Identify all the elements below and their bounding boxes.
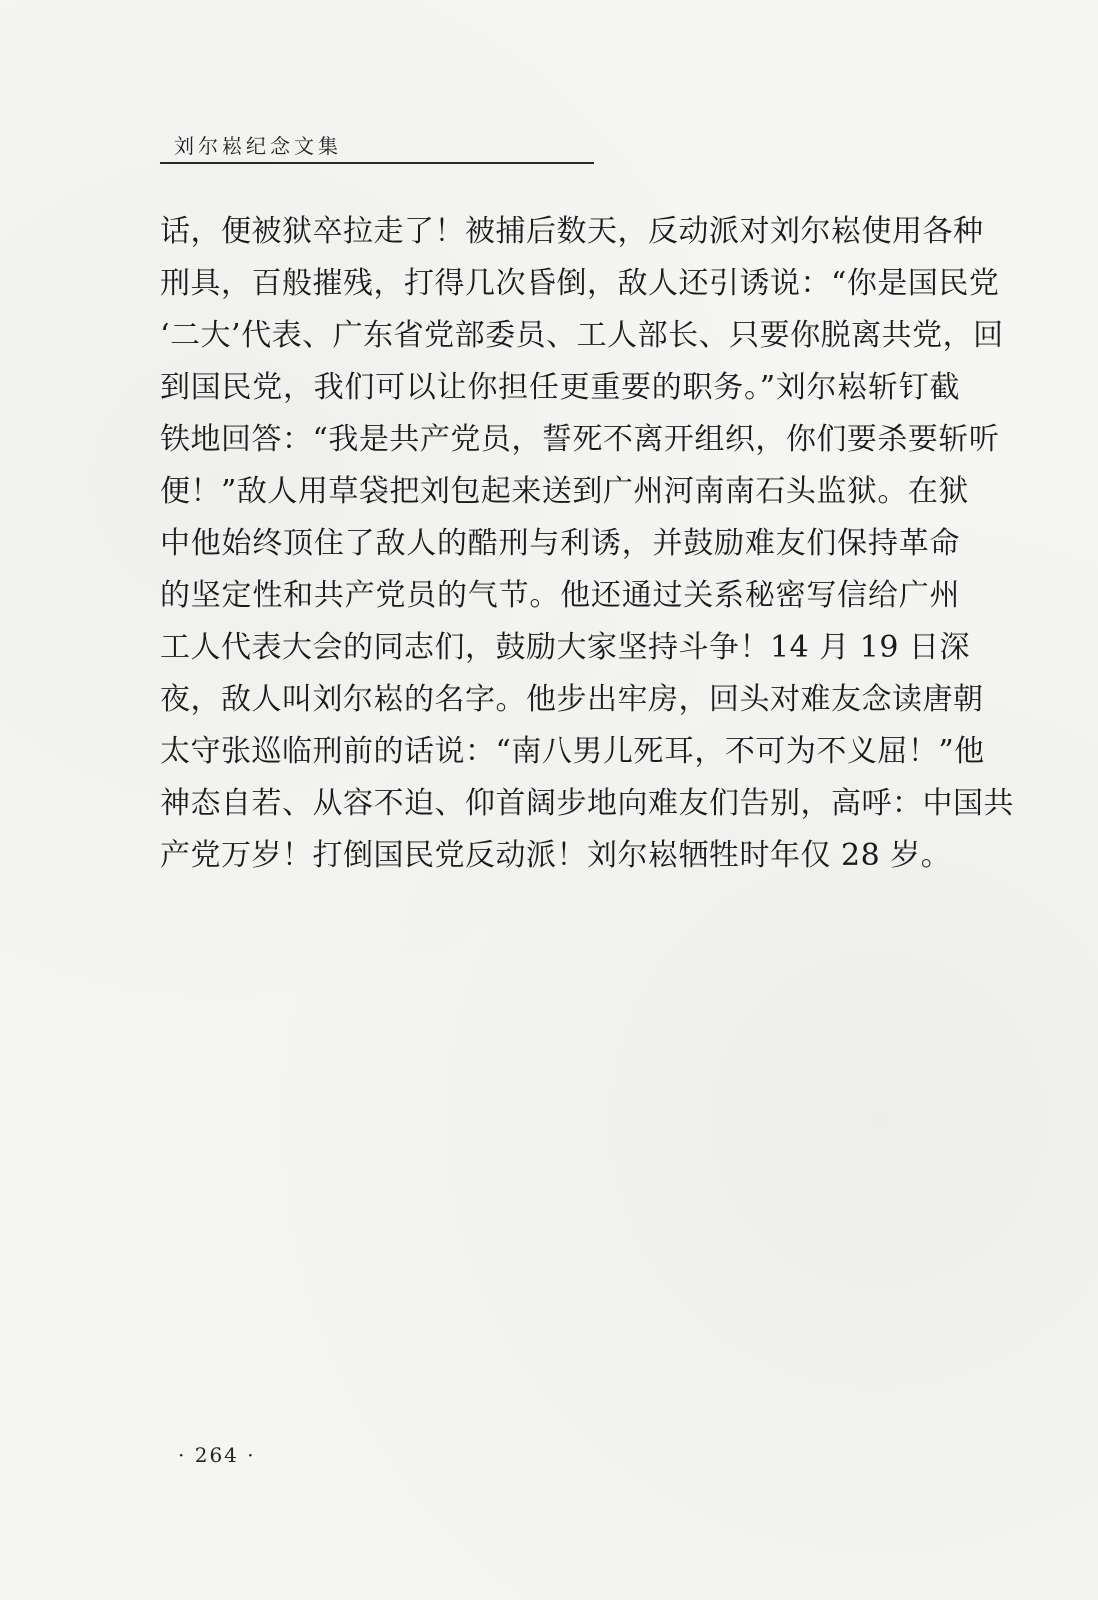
text-line: 铁地回答：“我是共产党员，誓死不离开组织，你们要杀要斩听 [160,422,1000,457]
text-line: 夜，敌人叫刘尔崧的名字。他步出牢房，回头对难友念读唐朝 [160,682,984,717]
page-number: · 264 · [178,1443,256,1467]
text-line: 太守张巡临刑前的话说：“南八男儿死耳，不可为不义屈！”他 [160,734,985,769]
running-header-title: 刘尔崧纪念文集 [174,134,342,158]
text-line: 产党万岁！打倒国民党反动派！刘尔崧牺牲时年仅 28 岁。 [160,838,952,873]
text-line: 话，便被狱卒拉走了！被捕后数天，反动派对刘尔崧使用各种 [160,214,984,249]
text-line: 到国民党，我们可以让你担任更重要的职务。”刘尔崧斩钉截 [160,370,960,405]
text-line: 便！”敌人用草袋把刘包起来送到广州河南南石头监狱。在狱 [160,474,969,509]
text-line: 中他始终顶住了敌人的酷刑与利诱，并鼓励难友们保持革命 [160,526,960,561]
text-line: ‘二大’代表、广东省党部委员、工人部长、只要你脱离共党，回 [160,318,1004,353]
text-line: 神态自若、从容不迫、仰首阔步地向难友们告别，高呼：中国共 [160,786,1014,821]
text-line: 刑具，百般摧残，打得几次昏倒，敌人还引诱说：“你是国民党 [160,266,1000,301]
header-rule [160,162,594,164]
text-line: 的坚定性和共产党员的气节。他还通过关系秘密写信给广州 [160,578,960,613]
text-line: 工人代表大会的同志们，鼓励大家坚持斗争！14 月 19 日深 [160,630,970,665]
body-text [160,206,1014,882]
